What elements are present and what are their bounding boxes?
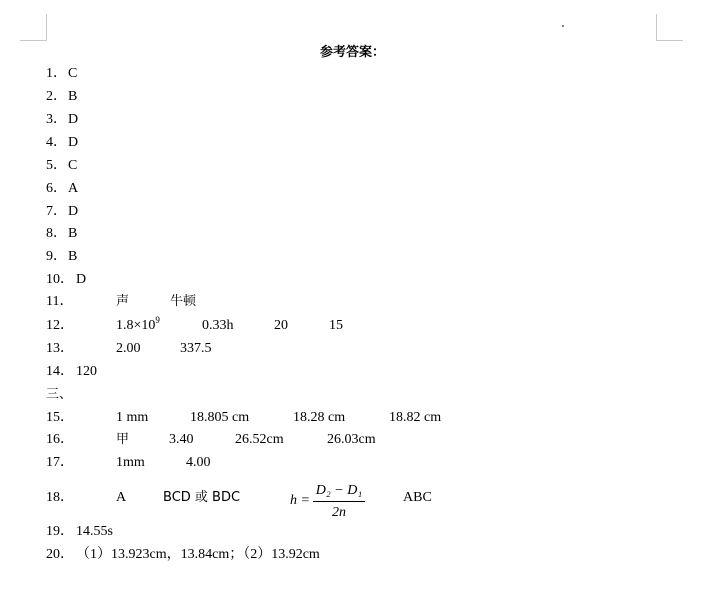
answer-blank-1: 声: [116, 294, 130, 309]
answer-blank-2: BCD 或 BDC: [163, 490, 241, 505]
answer-blank-1: [116, 316, 160, 336]
question-number: 10．: [46, 272, 74, 287]
answer: （1）13.923cm，13.84cm；（2）13.92cm: [76, 547, 320, 562]
crop-mark-top-left: [20, 14, 47, 41]
answer: B: [68, 249, 78, 264]
question-number: 7．: [46, 204, 67, 219]
answer-blank-1: 甲: [116, 432, 130, 447]
question-number: 8．: [46, 226, 67, 241]
answer: B: [68, 226, 78, 241]
answer-blank-1: 2.00: [116, 341, 141, 356]
formula-lhs: h =: [290, 493, 310, 508]
answer: C: [68, 66, 78, 81]
question-number: 3．: [46, 112, 67, 127]
answer-blank-4: 18.82 cm: [389, 410, 442, 425]
answer-blank-3: 20: [274, 318, 288, 333]
answer-blank-2: 0.33h: [202, 318, 234, 333]
answer-blank-1: A: [116, 490, 127, 505]
answer: A: [68, 181, 79, 196]
question-number: 9．: [46, 249, 67, 264]
answer-blank-4: 26.03cm: [327, 432, 376, 447]
answer: D: [68, 204, 79, 219]
formula-fraction: [313, 482, 365, 522]
answer-blank-1: 1mm: [116, 455, 145, 470]
question-number: 19．: [46, 524, 74, 539]
section-heading: 三、: [46, 387, 73, 402]
answer: D: [76, 272, 87, 287]
answer: C: [68, 158, 78, 173]
question-number: 4．: [46, 135, 67, 150]
question-number: 18．: [46, 490, 74, 505]
speck-mark: [562, 25, 564, 27]
fraction-bar: [313, 501, 365, 502]
question-number: 11．: [46, 294, 74, 309]
answer: 120: [76, 364, 97, 379]
answer-blank-2: 4.00: [186, 455, 211, 470]
answer: B: [68, 89, 78, 104]
page-title: 参考答案：: [319, 45, 385, 60]
answer-blank-2: 牛顿: [170, 294, 197, 309]
question-number: 20．: [46, 547, 74, 562]
answer-blank-4: ABC: [403, 490, 432, 505]
answer-blank-3: 18.28 cm: [293, 410, 346, 425]
answer: D: [68, 112, 79, 127]
question-number: 12．: [46, 318, 74, 333]
answer-blank-2: 3.40: [169, 432, 194, 447]
formula-denominator: 2n: [332, 505, 346, 520]
question-number: 1．: [46, 66, 67, 81]
answer-blank-2: 18.805 cm: [190, 410, 250, 425]
question-number: 2．: [46, 89, 67, 104]
question-number: 5．: [46, 158, 67, 173]
answer: D: [68, 135, 79, 150]
scientific-base: 1.8×10: [116, 318, 156, 333]
answer-blank-1: 1 mm: [116, 410, 149, 425]
answer-blank-4: 15: [329, 318, 343, 333]
crop-mark-top-right: [656, 14, 683, 41]
question-number: 16．: [46, 432, 74, 447]
question-number: 15．: [46, 410, 74, 425]
question-number: 14．: [46, 364, 74, 379]
formula-numerator: D₂ − D₁: [315, 483, 363, 498]
question-number: 17．: [46, 455, 74, 470]
answer-blank-3: 26.52cm: [235, 432, 284, 447]
question-number: 13．: [46, 341, 74, 356]
question-number: 6．: [46, 181, 67, 196]
answer: 14.55s: [76, 524, 113, 539]
answer-blank-2: 337.5: [180, 341, 212, 356]
scientific-exponent: 9: [155, 315, 160, 325]
